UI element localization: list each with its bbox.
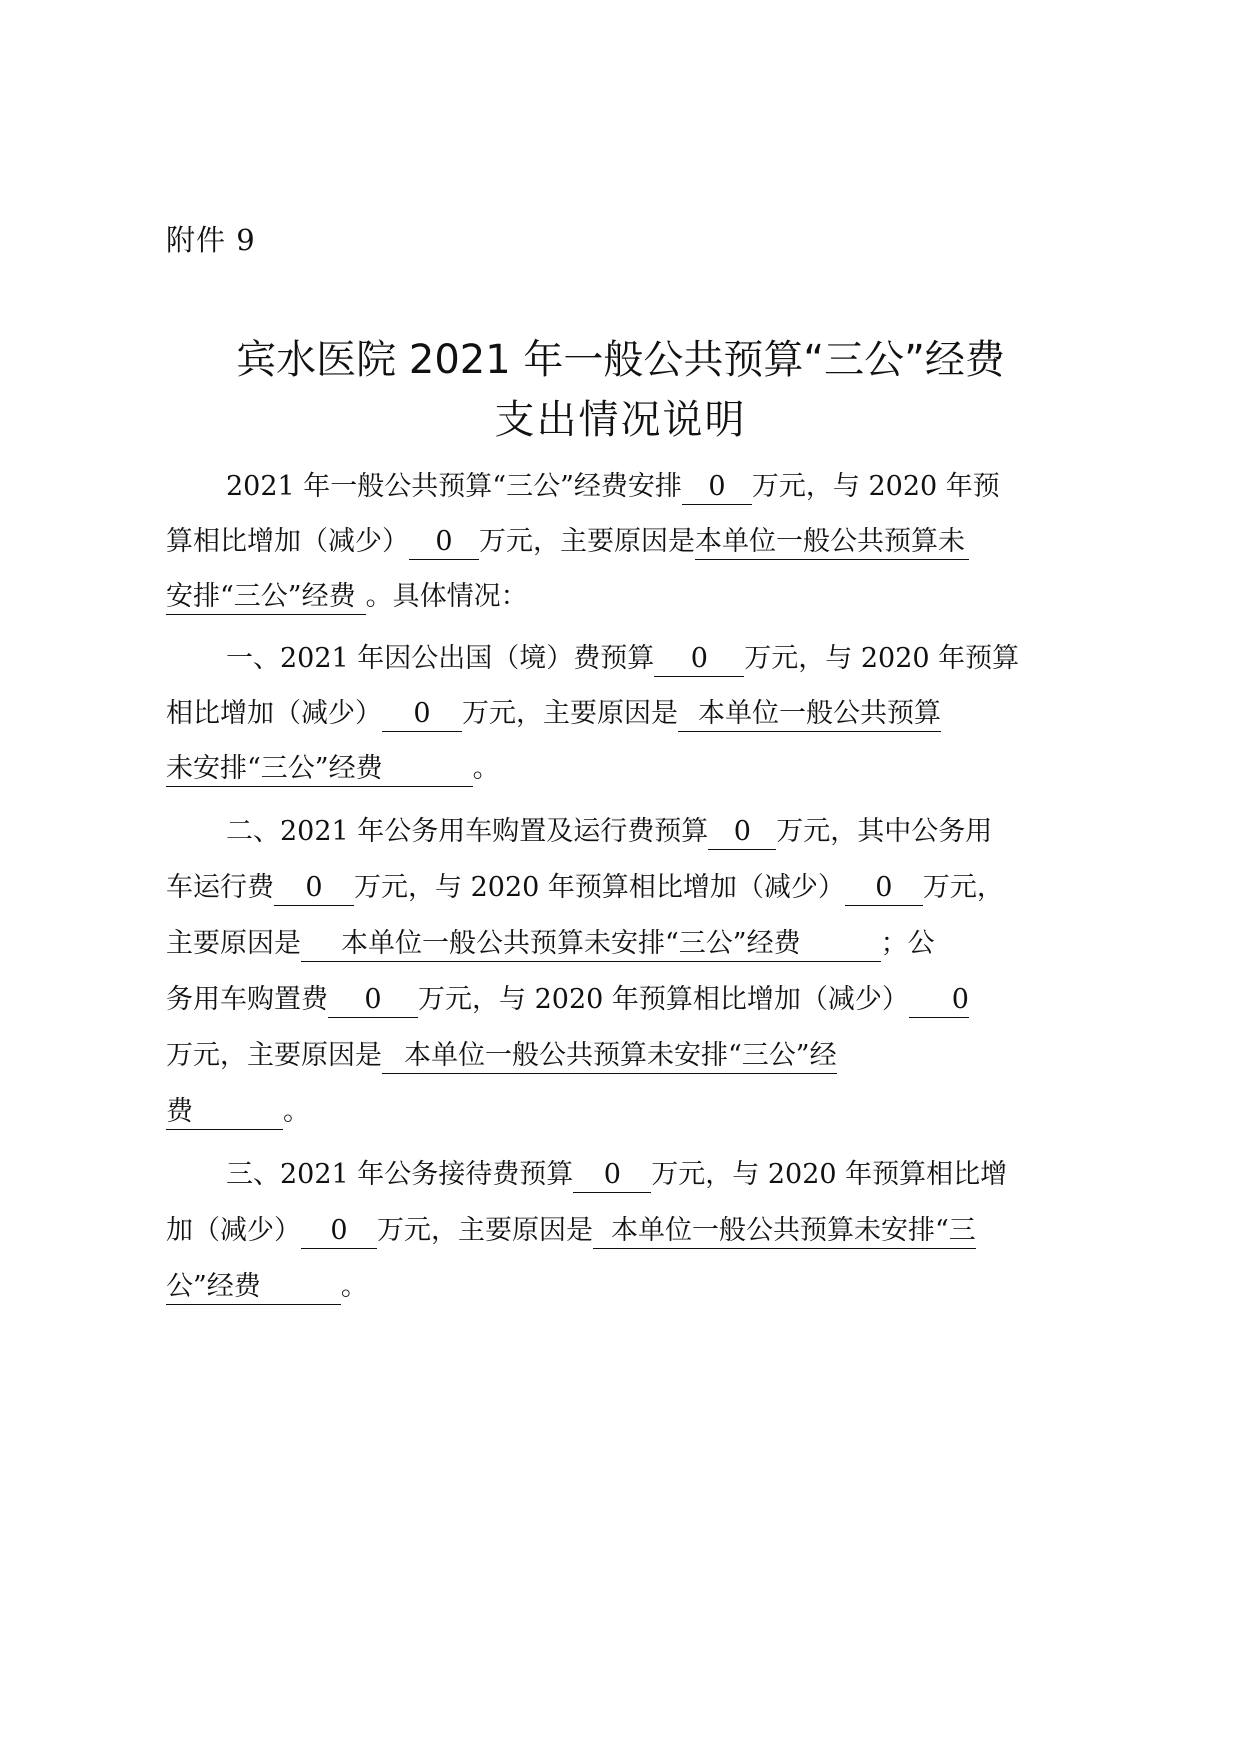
sec2-purchase-change-value: 0 xyxy=(909,983,969,1018)
sec2-budget-value: 0 xyxy=(708,815,776,850)
intro-line-3: 安排“三公”经费 。具体情况： xyxy=(166,579,1086,615)
intro-reason-part-1: 本单位一般公共预算未 xyxy=(695,525,969,560)
sec1-line-1: 一、2021 年因公出国（境）费预算 0 万元，与 2020 年预算 xyxy=(226,641,1086,677)
sec2-operating-value: 0 xyxy=(274,871,354,906)
sec1-line-2: 相比增加（减少） 0 万元，主要原因是 本单位一般公共预算 xyxy=(166,696,1086,732)
sec1-line-3: 未安排“三公”经费 。 xyxy=(166,751,1086,787)
sec2-line-5: 万元，主要原因是 本单位一般公共预算未安排“三公”经 xyxy=(166,1038,1086,1074)
sec2-purchase-reason-part-1: 本单位一般公共预算未安排“三公”经 xyxy=(382,1039,837,1074)
sec3-line-3: 公”经费 。 xyxy=(166,1269,1086,1305)
sec1-change-value: 0 xyxy=(382,697,462,732)
sec3-budget-value: 0 xyxy=(573,1158,651,1193)
sec2-line-2: 车运行费 0 万元，与 2020 年预算相比增加（减少） 0 万元， xyxy=(166,870,1086,906)
sec1-budget-value: 0 xyxy=(654,642,744,677)
intro-change-value: 0 xyxy=(409,525,479,560)
intro-line-1: 2021 年一般公共预算“三公”经费安排 0 万元，与 2020 年预 xyxy=(226,469,1086,505)
sec2-purchase-reason-part-2: 费 xyxy=(166,1095,283,1130)
sec2-line-6: 费 。 xyxy=(166,1094,1086,1130)
sec2-line-3: 主要原因是 本单位一般公共预算未安排“三公”经费 ；公 xyxy=(166,926,1086,962)
attachment-label: 附件 9 xyxy=(166,223,256,257)
sec3-reason-part-2: 公”经费 xyxy=(166,1270,341,1305)
sec1-reason-part-2: 未安排“三公”经费 xyxy=(166,752,473,787)
sec3-reason-part-1: 本单位一般公共预算未安排“三 xyxy=(593,1214,976,1249)
sec3-change-value: 0 xyxy=(301,1214,377,1249)
sec2-purchase-value: 0 xyxy=(328,983,418,1018)
title-line-1: 宾水医院 2021 年一般公共预算“三公”经费 xyxy=(236,337,1005,383)
sec3-line-2: 加（减少） 0 万元，主要原因是 本单位一般公共预算未安排“三 xyxy=(166,1213,1086,1249)
sec2-operating-reason: 本单位一般公共预算未安排“三公”经费 xyxy=(301,927,881,962)
intro-reason-part-2: 安排“三公”经费 xyxy=(166,580,366,615)
sec2-operating-change-value: 0 xyxy=(845,871,923,906)
sec1-reason-part-1: 本单位一般公共预算 xyxy=(678,697,941,732)
intro-total-value: 0 xyxy=(682,470,752,505)
sec2-line-4: 务用车购置费 0 万元，与 2020 年预算相比增加（减少） 0 xyxy=(166,982,1086,1018)
sec2-line-1: 二、2021 年公务用车购置及运行费预算 0 万元，其中公务用 xyxy=(226,814,1086,850)
intro-line-2: 算相比增加（减少） 0 万元，主要原因是本单位一般公共预算未 xyxy=(166,524,1086,560)
sec3-line-1: 三、2021 年公务接待费预算 0 万元，与 2020 年预算相比增 xyxy=(226,1157,1086,1193)
title-line-2: 支出情况说明 xyxy=(494,397,747,443)
